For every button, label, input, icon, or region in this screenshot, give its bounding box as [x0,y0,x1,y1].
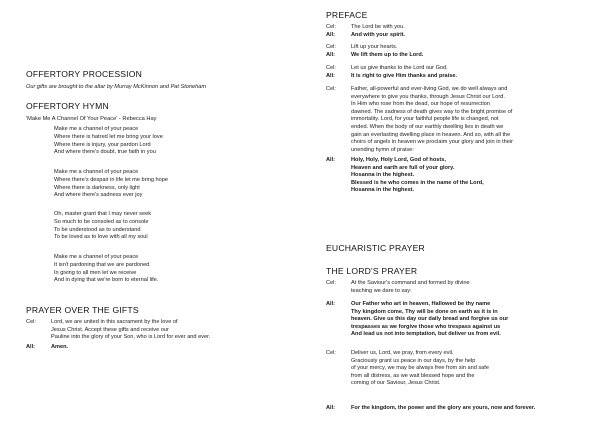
speaker-label: All: [326,32,336,38]
prayer-row [326,65,588,73]
speaker-label: Cel: [326,86,336,92]
hymn-line: Make me a channel of your peace [54,169,139,175]
prayer-line: At the Saviour's command and formed by divine [351,280,470,286]
prayer-line: Hosanna in the highest. [351,187,415,194]
prayer-line: Lift up your hearts. [351,44,398,50]
prayer-line: immortality. Lord, for your faithful people life is changed, not [351,116,499,123]
prayer-row [326,86,588,154]
prayer-line: Let us give thanks to the Lord our God. [351,65,448,71]
prayer-line: gain an everlasting dwelling place in heaven. And so, with all the [351,131,511,138]
prayer-line: Deliver us, Lord, we pray, from every evil. [351,350,454,356]
prayer-row [326,52,588,60]
hymn-line: Where there is darkness, only light [54,184,140,191]
prayer-line: Thy kingdom come, Thy will be done on earth as it is in [351,308,498,315]
prayer-line: It is right to give Him thanks and praise. [351,73,457,79]
hymn-line: It isn't pardoning that we are pardoned [54,261,150,268]
prayer-line: The Lord be with you. [351,24,405,30]
speaker-label: Cel: [326,44,336,50]
prayer-line: And with your spirit. [351,32,406,38]
eucharistic-prayer-heading: EUCHARISTIC PRAYER [326,243,425,253]
prayer-row [326,157,588,195]
prayer-line: Hosanna in the highest. [351,172,415,179]
prayer-line: Lord, we are united in this sacrament by the love of [51,319,178,325]
lords-prayer-heading: THE LORD'S PRAYER [326,266,418,276]
prayer-line: of your mercy, we may be always free from sin and safe [351,365,489,372]
prayer-line: In Him who rose from the dead, our hope of resurrection [351,101,490,108]
prayer-row [326,44,588,52]
prayer-line: Pauline into the glory of your Son, who is Lord for ever and ever. [51,334,211,341]
prayer-line: Amen. [51,344,69,350]
prayer-line: ended. When the body of our earthly dwelling lies in death we [351,123,504,130]
hymn-line: To be loved as to love with all my soul [54,234,148,241]
prayer-row [326,350,588,388]
prayer-over-gifts-heading: PRAYER OVER THE GIFTS [26,305,139,315]
prayer-line: Our Father who art in heaven, Hallowed be thy name [351,301,491,307]
hymn-line: And where there's sadness ever joy [54,192,143,199]
offertory-procession-heading: OFFERTORY PROCESSION [26,69,143,79]
prayer-line: Father, all-powerful and ever-living God, we do well always and [351,86,508,92]
hymn-line: So much to be consoled as to console [54,218,149,225]
hymn-line: And in dying that we're born to eternal life. [54,277,159,284]
prayer-row [26,344,294,352]
prayer-row [326,32,588,40]
speaker-label: Cel: [326,350,336,356]
hymn-line: Oh, master grant that I may never seek [54,211,152,217]
prayer-line: Blessed is he who comes in the name of the Lord, [351,179,484,186]
prayer-line: dawned. The sadness of death gives way to the bright promise of [351,108,513,115]
prayer-row [26,319,294,342]
hymn-line: Where there's despair in life let me bring hope [54,176,168,183]
prayer-line: Graciously grant us peace in our days, by the help [351,357,476,364]
hymn-line: To be understood as to understand [54,226,141,233]
prayer-line: Heaven and earth are full of your glory. [351,164,455,171]
hymn-stanza [54,254,158,285]
speaker-label: Cel: [326,65,336,71]
preface-heading: PREFACE [326,10,368,20]
hymn-line: Where there is injury, your pardon Lord [54,141,151,148]
prayer-line: Jesus Christ. Accept these gifts and receive our [51,326,169,333]
prayer-line: trespasses as we forgive those who trespass against us [351,323,501,330]
hymn-stanza [54,126,163,157]
speaker-label: All: [26,344,36,350]
prayer-line: coming of our Saviour, Jesus Christ. [351,380,441,387]
prayer-row [326,73,588,81]
speaker-label: Cel: [326,280,336,286]
prayer-line: For the kingdom, the power and the glory are yours, now and forever. [351,405,536,411]
hymn-line: In giving to all men let we receive [54,269,137,276]
speaker-label: All: [326,301,336,307]
prayer-line: unending hymn of praise: [351,146,414,153]
prayer-line: Holy, Holy, Holy Lord, God of hosts, [351,157,446,163]
hymn-stanza [54,169,168,200]
offertory-procession-note: Our gifts are brought to the altar by Murray McKinnon and Pat Stoneham [26,84,207,90]
prayer-line: And lead us not into temptation, but deliver us from evil. [351,331,501,338]
hymn-stanza [54,211,151,242]
prayer-line: We lift them up to the Lord. [351,52,424,58]
speaker-label: All: [326,73,336,79]
prayer-row [326,24,588,32]
prayer-line: choirs of angels in heaven we proclaim your glory and join in their [351,139,513,146]
hymn-line: Make me a channel of your peace [54,254,139,260]
prayer-line: teaching we dare to say: [351,287,412,294]
prayer-row [326,405,588,413]
hymn-title: 'Make Me A Channel Of Your Peace' - Rebecca Hay [26,116,157,122]
speaker-label: All: [326,52,336,58]
prayer-line: heaven. Give us this day our daily bread and forgive us our [351,316,509,323]
hymn-line: Where there is hatred let me bring your love [54,133,163,140]
prayer-line: from all distress, as we wait blessed hope and the [351,372,475,379]
speaker-label: All: [326,157,336,163]
speaker-label: Cel: [26,319,36,325]
offertory-hymn-heading: OFFERTORY HYMN [26,101,109,111]
speaker-label: All: [326,405,336,411]
prayer-row [326,301,588,339]
hymn-line: Make me a channel of your peace [54,126,139,132]
prayer-row [326,280,588,295]
speaker-label: Cel: [326,24,336,30]
prayer-line: everywhere to give you thanks, through Jesus Christ our Lord. [351,93,505,100]
hymn-line: And where there's doubt, true faith in you [54,149,156,156]
